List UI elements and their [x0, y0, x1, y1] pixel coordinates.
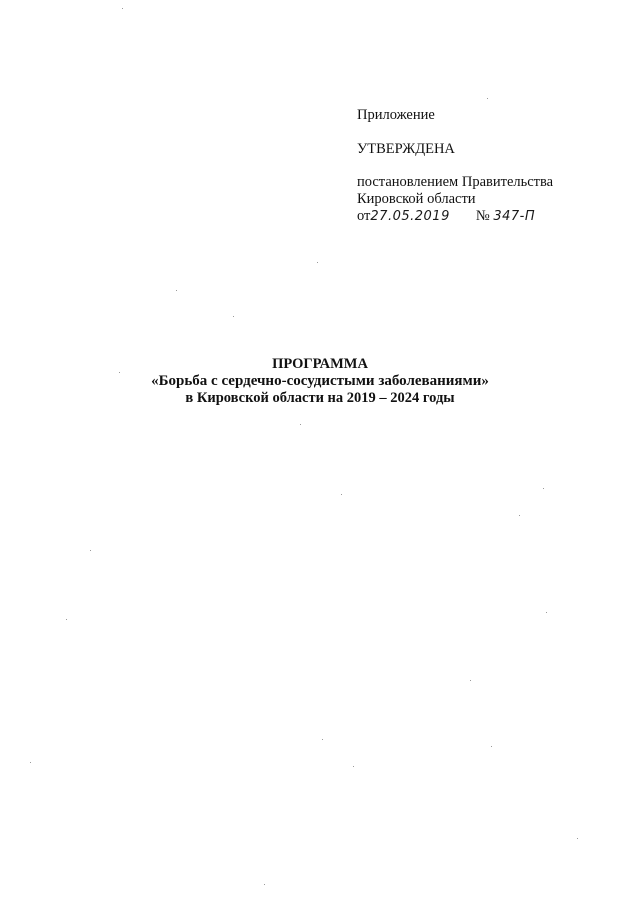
resolution-line-2: Кировской области — [357, 191, 476, 207]
scan-speck — [341, 494, 342, 495]
scan-speck — [122, 8, 123, 9]
program-title: «Борьба с сердечно-сосудистыми заболеваниями» — [151, 373, 489, 389]
resolution-line-1: постановлением Правительства — [357, 174, 554, 190]
resolution-date-number-row — [357, 208, 553, 225]
number-prefix: № — [475, 208, 490, 224]
program-title-block — [0, 356, 640, 407]
scan-speck — [233, 316, 234, 317]
program-heading: ПРОГРАММА — [272, 356, 368, 372]
scan-speck — [546, 612, 547, 613]
scan-speck — [543, 488, 544, 489]
scan-speck — [30, 762, 31, 763]
scan-speck — [119, 372, 120, 373]
scan-speck — [300, 424, 301, 425]
approval-block — [357, 107, 553, 225]
program-subtitle: в Кировской области на 2019 – 2024 годы — [185, 390, 455, 406]
handwritten-number: 347-П — [493, 209, 536, 224]
scan-speck — [322, 739, 323, 740]
scan-speck — [491, 746, 492, 747]
scan-speck — [264, 884, 265, 885]
scan-speck — [577, 838, 578, 839]
scan-speck — [66, 619, 67, 620]
scan-speck — [317, 262, 318, 263]
date-prefix: от — [357, 208, 371, 224]
scan-speck — [353, 766, 354, 767]
handwritten-date: 27.05.2019 — [370, 209, 450, 224]
scan-speck — [90, 550, 91, 551]
scan-speck — [470, 680, 471, 681]
approved-label: УТВЕРЖДЕНА — [357, 141, 455, 157]
appendix-label: Приложение — [357, 107, 435, 123]
scan-speck — [519, 515, 520, 516]
scan-speck — [176, 290, 177, 291]
scan-speck — [487, 98, 488, 99]
